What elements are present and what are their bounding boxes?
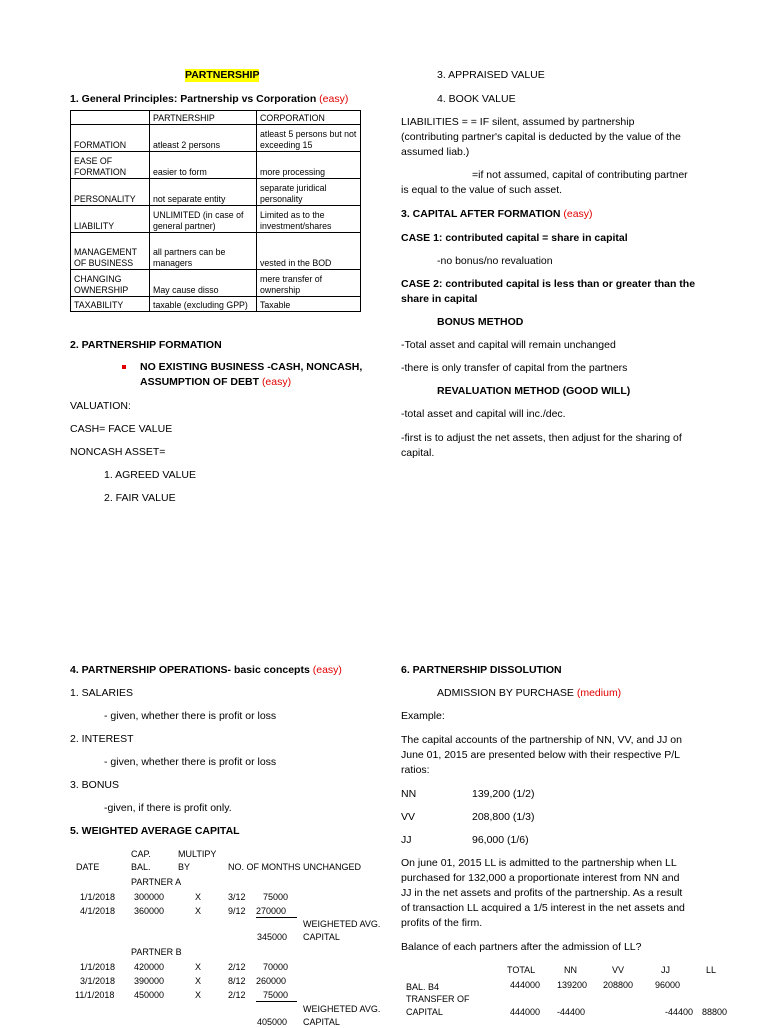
revaluation-note-1: -total asset and capital will inc./dec. <box>401 408 566 420</box>
formation-bullet-line-1: NO EXISTING BUSINESS -CASH, NONCASH, <box>140 361 363 373</box>
a-total: 345000 <box>257 932 288 942</box>
fair-value: 2. FAIR VALUE <box>104 492 176 504</box>
table-cell-label: EASE OF FORMATION <box>71 152 150 179</box>
table-row <box>71 270 361 297</box>
a-row-1-value: 75000 <box>263 892 289 902</box>
table-cell-label: MANAGEMENT OF BUSINESS <box>71 233 150 270</box>
table-cell-label: CHANGING OWNERSHIP <box>71 270 150 297</box>
liabilities-line-2: (contributing partner's capital is deducted by the value of the <box>401 131 681 143</box>
section-4-heading-text: 4. PARTNERSHIP OPERATIONS- basic concepts <box>70 664 310 676</box>
table-row <box>71 152 361 179</box>
header-date: DATE <box>76 862 100 872</box>
bal-vv: 208800 <box>603 980 634 990</box>
example-text-3: ratios: <box>401 764 430 776</box>
liabilities-line-3: assumed liab.) <box>401 146 470 158</box>
b-row-2-cap: 390000 <box>134 976 165 986</box>
difficulty-tag: (easy) <box>563 208 593 220</box>
partner-jj-label: JJ <box>401 834 412 846</box>
revaluation-note-2: -first is to adjust the net assets, then adjust for the sharing of <box>401 432 682 444</box>
table-cell-partnership: easier to form <box>150 152 257 179</box>
table-cell-label: FORMATION <box>71 125 150 152</box>
b-row-1-date: 1/1/2018 <box>80 962 116 972</box>
b-row-2-months: 8/12 <box>228 976 246 986</box>
revaluation-note-3: capital. <box>401 447 435 459</box>
interest-note: - given, whether there is profit or loss <box>104 756 277 768</box>
difficulty-tag: (easy) <box>312 664 342 676</box>
table-cell-partnership: May cause disso <box>150 270 257 297</box>
row-label-transfer: TRANSFER OF <box>406 994 470 1004</box>
case-1-note: -no bonus/no revaluation <box>437 255 553 267</box>
b-row-1-x: X <box>195 962 202 972</box>
b-row-3-x: X <box>195 990 202 1000</box>
section-1-heading <box>70 93 348 106</box>
table-header-cell: PARTNERSHIP <box>150 111 257 125</box>
partner-nn-label: NN <box>401 788 417 800</box>
case-1: CASE 1: contributed capital = share in capital <box>401 232 628 244</box>
question-text-3: JJ in the net assets and profits of the partnership. As a result <box>401 887 683 899</box>
col-header-total: TOTAL <box>507 965 536 975</box>
section-2-heading: 2. PARTNERSHIP FORMATION <box>70 339 222 351</box>
valuation-label: VALUATION: <box>70 400 131 412</box>
question-text-1: On june 01, 2015 LL is admitted to the partnership when LL <box>401 857 677 869</box>
formation-bullet-line-2 <box>140 376 291 389</box>
table-cell-partnership: all partners can be managers <box>150 233 257 270</box>
table-cell-partnership: not separate entity <box>150 179 257 206</box>
bullet-icon <box>122 365 126 369</box>
cash-value: CASH= FACE VALUE <box>70 423 173 435</box>
partner-jj-value: 96,000 (1/6) <box>472 834 529 846</box>
a-row-2-date: 4/1/2018 <box>80 906 116 916</box>
table-cell-partnership: UNLIMITED (in case of general partner) <box>150 206 257 233</box>
col-header-ll: LL <box>706 965 717 975</box>
salaries-label: 1. SALARIES <box>70 687 134 699</box>
col-header-nn: NN <box>564 965 577 975</box>
example-text-1: The capital accounts of the partnership of NN, VV, and JJ on <box>401 734 682 746</box>
table-row <box>71 179 361 206</box>
section-1-heading-text: 1. General Principles: Partnership vs Corporation <box>70 93 317 105</box>
table-header-cell <box>71 111 150 125</box>
table-cell-partnership: atleast 2 persons <box>150 125 257 152</box>
a-row-2-months: 9/12 <box>228 906 246 916</box>
table-cell-corporation: more processing <box>257 152 361 179</box>
book-value: 4. BOOK VALUE <box>437 93 516 105</box>
table-cell-label: TAXABILITY <box>71 297 150 312</box>
bonus-note: -given, if there is profit only. <box>104 802 232 814</box>
bal-total: 444000 <box>510 980 541 990</box>
bonus-method-heading: BONUS METHOD <box>437 316 524 328</box>
partner-vv-label: VV <box>401 811 416 823</box>
table-cell-corporation: vested in the BOD <box>257 233 361 270</box>
header-months: NO. OF MONTHS UNCHANGED <box>228 862 362 872</box>
noncash-label: NONCASH ASSET= <box>70 446 166 458</box>
case-2-line-1: CASE 2: contributed capital is less than or greater than the <box>401 278 696 290</box>
a-row-1-date: 1/1/2018 <box>80 892 116 902</box>
section-3-heading-text: 3. CAPITAL AFTER FORMATION <box>401 208 561 220</box>
table-row <box>71 206 361 233</box>
header-bal: BAL. <box>131 862 151 872</box>
section-5-heading: 5. WEIGHTED AVERAGE CAPITAL <box>70 825 240 837</box>
interest-label: 2. INTEREST <box>70 733 134 745</box>
table-cell-corporation: Limited as to the investment/shares <box>257 206 361 233</box>
table-row <box>71 125 361 152</box>
question-text-2: purchased for 132,000 a proportionate interest from NN and <box>401 872 680 884</box>
wac-label-b-2: CAPITAL <box>303 1017 340 1027</box>
header-by: BY <box>178 862 191 872</box>
a-row-2-x: X <box>195 906 202 916</box>
partner-nn-value: 139,200 (1/2) <box>472 788 535 800</box>
appraised-value: 3. APPRAISED VALUE <box>437 69 545 81</box>
admission-heading-text: ADMISSION BY PURCHASE <box>437 687 574 699</box>
transfer-total: 444000 <box>510 1007 541 1017</box>
transfer-nn: -44400 <box>557 1007 586 1017</box>
example-text-2: June 01, 2015 are presented below with their respective P/L <box>401 749 681 761</box>
case-2-line-2: share in capital <box>401 293 478 305</box>
salaries-note: - given, whether there is profit or loss <box>104 710 277 722</box>
row-label-capital: CAPITAL <box>406 1007 443 1017</box>
table-row <box>71 297 361 312</box>
transfer-jj: -44400 <box>665 1007 694 1017</box>
header-cap: CAP. <box>131 849 151 859</box>
difficulty-tag: (easy) <box>261 376 292 388</box>
a-row-2-value: 270000 <box>256 906 297 918</box>
wac-label-a-1: WEIGHETED AVG. <box>303 919 381 929</box>
formation-bullet-text: ASSUMPTION OF DEBT <box>140 376 260 388</box>
table-cell-corporation: mere transfer of ownership <box>257 270 361 297</box>
table-cell-label: LIABILITY <box>71 206 150 233</box>
col-header-vv: VV <box>612 965 625 975</box>
admission-heading <box>437 687 621 700</box>
bonus-note-2: -there is only transfer of capital from the partners <box>401 362 628 374</box>
difficulty-tag: (easy) <box>319 93 349 105</box>
b-row-2-date: 3/1/2018 <box>80 976 116 986</box>
wac-label-b-1: WEIGHETED AVG. <box>303 1004 381 1014</box>
b-row-2-value: 260000 <box>256 976 287 986</box>
page-title: PARTNERSHIP <box>185 69 260 81</box>
comparison-table <box>70 110 361 312</box>
section-3-heading <box>401 208 593 221</box>
bonus-label: 3. BONUS <box>70 779 120 791</box>
wac-label-a-2: CAPITAL <box>303 932 340 942</box>
row-label-bal: BAL. B4 <box>406 982 440 992</box>
liabilities-line-1: LIABILITIES = = IF silent, assumed by partnership <box>401 116 635 128</box>
b-row-3-months: 2/12 <box>228 990 246 1000</box>
b-row-3-cap: 450000 <box>134 990 165 1000</box>
a-row-1-months: 3/12 <box>228 892 246 902</box>
table-header-cell: CORPORATION <box>257 111 361 125</box>
a-row-1-cap: 300000 <box>134 892 165 902</box>
table-cell-corporation: Taxable <box>257 297 361 312</box>
table-cell-corporation: atleast 5 persons but not exceeding 15 <box>257 125 361 152</box>
question-text-6: Balance of each partners after the admission of LL? <box>401 941 642 953</box>
liabilities-line-4: =if not assumed, capital of contributing partner <box>472 169 688 181</box>
b-row-1-months: 2/12 <box>228 962 246 972</box>
table-cell-label: PERSONALITY <box>71 179 150 206</box>
b-row-2-x: X <box>195 976 202 986</box>
table-cell-partnership: taxable (excluding GPP) <box>150 297 257 312</box>
partner-b-label: PARTNER B <box>131 947 182 957</box>
agreed-value: 1. AGREED VALUE <box>104 469 197 481</box>
partner-vv-value: 208,800 (1/3) <box>472 811 535 823</box>
table-header-row <box>71 111 361 125</box>
question-text-5: profits of the firm. <box>401 917 483 929</box>
revaluation-heading: REVALUATION METHOD (GOOD WILL) <box>437 385 631 397</box>
bal-nn: 139200 <box>557 980 588 990</box>
bonus-note-1: -Total asset and capital will remain unchanged <box>401 339 616 351</box>
a-row-1-x: X <box>195 892 202 902</box>
col-header-jj: JJ <box>661 965 670 975</box>
section-4-heading <box>70 664 342 677</box>
b-row-3-date: 11/1/2018 <box>75 990 115 1000</box>
liabilities-line-5: is equal to the value of such asset. <box>401 184 563 196</box>
b-row-3-value: 75000 <box>256 990 297 1002</box>
table-row <box>71 233 361 270</box>
a-row-2-cap: 360000 <box>134 906 165 916</box>
header-multiply: MULTIPY <box>178 849 217 859</box>
difficulty-tag: (medium) <box>576 687 622 699</box>
b-total: 405000 <box>257 1017 288 1027</box>
bal-jj: 96000 <box>655 980 681 990</box>
b-row-1-cap: 420000 <box>134 962 165 972</box>
example-label: Example: <box>401 710 445 722</box>
table-cell-corporation: separate juridical personality <box>257 179 361 206</box>
b-row-1-value: 70000 <box>263 962 289 972</box>
partner-a-label: PARTNER A <box>131 877 182 887</box>
transfer-ll: 88800 <box>702 1007 728 1017</box>
question-text-4: of transaction LL acquired a 1/5 interest in the net assets and <box>401 902 685 914</box>
section-6-heading: 6. PARTNERSHIP DISSOLUTION <box>401 664 562 676</box>
